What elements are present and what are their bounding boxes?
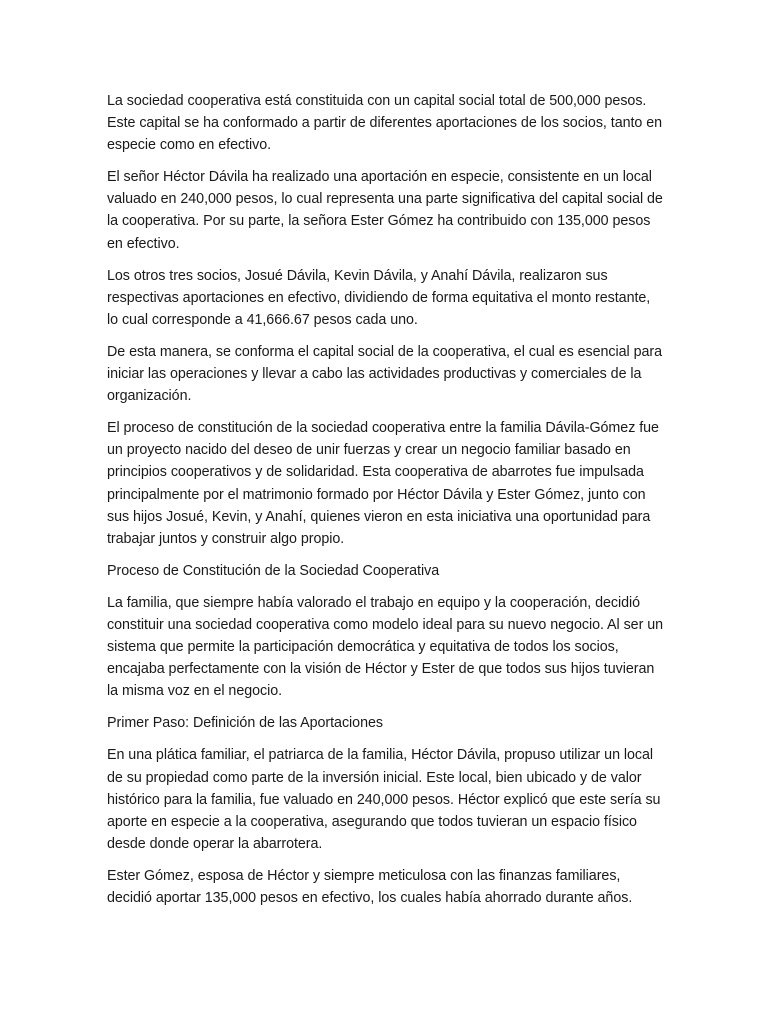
document-page [107,90,663,919]
paragraph-aporte-ester: Ester Gómez, esposa de Héctor y siempre meticulosa con las finanzas familiares, decidió aportar 135,000 pesos en efectivo, los cuales había ahorrado durante años. [107,867,633,906]
paragraph-modelo-cooperativo: La familia, que siempre había valorado el trabajo en equipo y la cooperación, decidió constituir una sociedad cooperativa como modelo ideal para su nuevo negocio. Al ser un sistema que permite la participación democrática y equitativa de todos los socios, encajaba perfectamente con la visión de Héctor y Ester de que todos sus hijos tuvieran la misma voz en el negocio. [107,594,664,700]
paragraph-aporte-local: En una plática familiar, el patriarca de la familia, Héctor Dávila, propuso utilizar un local de su propiedad como parte de la inversión inicial. Este local, bien ubicado y de valor histórico para la familia, fue valuado en 240,000 pesos. Héctor explicó que este sería su aporte en especie a la cooperativa, asegurando que todos tuvieran un espacio físico desde donde operar la abarrotera. [107,747,661,852]
paragraph-proceso-familia: El proceso de constitución de la sociedad cooperativa entre la familia Dávila-Gómez fue un proyecto nacido del deseo de unir fuerzas y crear un negocio familiar basado en principios cooperativos y de solidaridad. Esta cooperativa de abarrotes fue impulsada principalmente por el matrimonio formado por Héctor Dávila y Ester Gómez, junto con sus hijos Josué, Kevin, y Anahí, quienes vieron en esta iniciativa una oportunidad para trabajar juntos y construir algo propio. [107,420,659,547]
section-heading-proceso-constitucion: Proceso de Constitución de la Sociedad Cooperativa [107,562,440,579]
paragraph-otros-socios: Los otros tres socios, Josué Dávila, Kevin Dávila, y Anahí Dávila, realizaron sus respectivas aportaciones en efectivo, dividiendo de forma equitativa el monto restante, lo cual corresponde a 41,666.67 pesos cada uno. [107,267,651,328]
paragraph-conformacion-capital: De esta manera, se conforma el capital social de la cooperativa, el cual es esencial para iniciar las operaciones y llevar a cabo las actividades productivas y comerciales de la organización. [107,343,663,405]
section-heading-primer-paso: Primer Paso: Definición de las Aportaciones [107,715,383,732]
paragraph-aportacion-hector-ester: El señor Héctor Dávila ha realizado una aportación en especie, consistente en un local valuado en 240,000 pesos, lo cual representa una parte significativa del capital social de la cooperativa. Por su parte, la señora Ester Gómez ha contribuido con 135,000 pesos en efectivo. [107,169,663,252]
paragraph-capital-social: La sociedad cooperativa está constituida con un capital social total de 500,000 pesos. Este capital se ha conformado a partir de diferentes aportaciones de los socios, tanto en especie como en efectivo. [107,93,663,154]
